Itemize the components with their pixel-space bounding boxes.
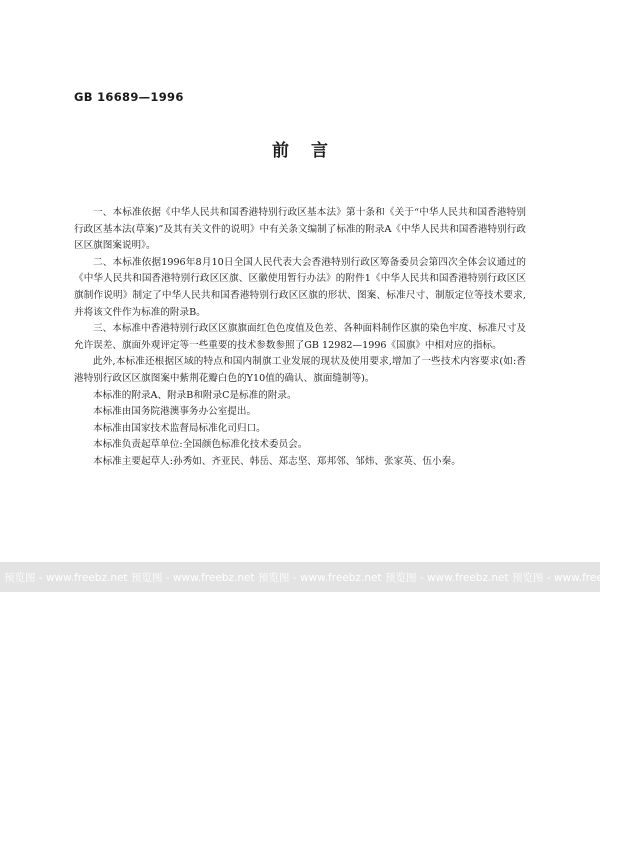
paragraph-8: 本标准负责起草单位:全国颜色标准化技术委员会。 xyxy=(93,439,308,451)
watermark-banner xyxy=(0,562,636,592)
page-title: 前言 xyxy=(272,141,350,161)
paragraph-5: 本标准的附录A、附录B和附录C是标准的附录。 xyxy=(93,389,297,401)
watermark-text: 预览图 - www.freebz.net xyxy=(258,571,382,584)
watermark-text: 预览图 - www.freebz.net xyxy=(385,571,509,584)
watermark-text: 预览图 - www.freebz.net xyxy=(4,571,128,584)
paragraph-2: 二、本标准依据1996年8月10日全国人民代表大会香港特别行政区筹备委员会第四次全体会议通过的《中华人民共和国香港特别行政区区旗、区徽使用暂行办法》的附件1《中华人民共和国香港特别行政区区旗制作说明》制定了中华人民共和国香港特别行政区区旗的形状、图案、标准尺寸、制版定位等技术要求,并将该文件作为标准的附录B。 xyxy=(74,256,526,318)
paragraph-7: 本标准由国家技术监督局标准化司归口。 xyxy=(93,422,266,434)
foreword-body xyxy=(74,205,526,471)
paragraph-1: 一、本标准依据《中华人民共和国香港特别行政区基本法》第十条和《关于“中华人民共和国香港特别行政区基本法(草案)”及其有关文件的说明》中有关条文编制了标准的附录A《中华人民共和国香港特别行政区区旗图案说明》。 xyxy=(74,207,526,252)
paragraph-4: 此外,本标准还根据区域的特点和国内制旗工业发展的现状及使用要求,增加了一些技术内容要求(如:香港特别行政区区旗图案中紫荆花瓣白色的Y10值的确认、旗面缝制等)。 xyxy=(74,356,526,384)
paragraph-6: 本标准由国务院港澳事务办公室提出。 xyxy=(93,406,257,418)
watermark-text: 预览图 - www.freebz.net xyxy=(512,571,636,584)
paragraph-9: 本标准主要起草人:孙秀如、齐亚民、韩岳、郑志坚、郑邦邻、邹炜、张家英、伍小秦。 xyxy=(93,455,461,467)
paragraph-3: 三、本标准中香港特别行政区区旗旗面红色色度值及色差、各种面料制作区旗的染色牢度、标准尺寸及允许误差、旗面外观评定等一些重要的技术参数参照了GB 12982—1996《国旗》中相对应的指标。 xyxy=(74,323,526,351)
watermark-text: 预览图 - www.freebz.net xyxy=(131,571,255,584)
standard-number: GB 16689—1996 xyxy=(74,90,184,104)
